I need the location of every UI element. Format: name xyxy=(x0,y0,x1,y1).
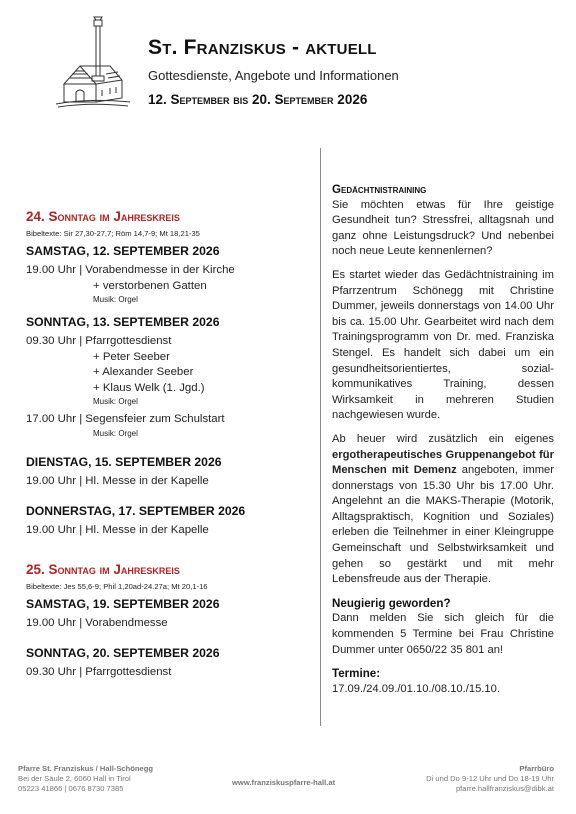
bible-texts: Bibeltexte: Sir 27,30-27,7; Röm 14,7-9; Mt 18,21-35 xyxy=(26,229,200,238)
registration-paragraph: Dann melden Sie sich gleich für die kommenden 5 Termine bei Frau Christine Dummer unter 0650/22 35 801 an! xyxy=(332,612,554,656)
day-heading: SONNTAG, 13. SEPTEMBER 2026 xyxy=(26,315,220,329)
page-subtitle: Gottesdienste, Angebote und Informationen xyxy=(148,68,399,83)
paragraph-text: angeboten, immer donnerstags von 15.30 Uhr bis 17.00 Uhr. Angelehnt an die MAKS-Therapie (Motorik, Alltagspraktisch, Kognition und Soziales) erleben die Teilnehmer in einer Kleingruppe Gemeinschaft und Selbstwirksamkeit und gehen so gestärkt und mit mehr Lebensfreude aus der Therapie. xyxy=(332,464,555,586)
music-note: Musik: Orgel xyxy=(93,428,138,438)
dates-list: 17.09./24.09./01.10./08.10./15.10. xyxy=(332,682,500,695)
intention-entry: + Klaus Welk (1. Jgd.) xyxy=(93,381,205,394)
service-entry: 19.00 Uhr | Vorabendmesse in der Kirche xyxy=(26,264,235,276)
website-link[interactable]: www.franziskuspfarre-hall.at xyxy=(232,778,336,787)
day-heading: DONNERSTAG, 17. SEPTEMBER 2026 xyxy=(26,504,246,518)
column-divider xyxy=(320,148,321,726)
dates-heading: Termine: xyxy=(332,667,381,681)
highlight-text: ergotherapeutisches Gruppenangebot für Menschen mit Demenz xyxy=(332,448,554,477)
dementia-paragraph xyxy=(332,432,554,588)
service-entry: 17.00 Uhr | Segensfeier zum Schulstart xyxy=(26,413,225,425)
paragraph-text: Ab heuer wird zusätzlich ein eigenes xyxy=(332,432,554,445)
intention-entry: + Peter Seeber xyxy=(93,350,170,363)
office-hours: Di und Do 9-12 Uhr und Do 18-19 Uhr xyxy=(426,774,554,783)
church-logo xyxy=(50,14,135,109)
day-heading: SAMSTAG, 12. SEPTEMBER 2026 xyxy=(26,244,220,258)
date-range: 12. September bis 20. September 2026 xyxy=(148,92,368,107)
day-heading: SONNTAG, 20. SEPTEMBER 2026 xyxy=(26,646,220,660)
parish-name: Pfarre St. Franziskus / Hall-Schönegg xyxy=(18,764,154,773)
day-heading: DIENSTAG, 15. SEPTEMBER 2026 xyxy=(26,454,222,469)
service-entry: 09.30 Uhr | Pfarrgottesdienst xyxy=(26,666,172,678)
section-heading: Gedächtnistraining xyxy=(332,183,427,196)
schedule-column xyxy=(26,208,310,681)
page-title: St. Franziskus - aktuell xyxy=(148,36,377,59)
office-email[interactable]: pfarre.hallfranziskus@dibk.at xyxy=(455,784,554,793)
parish-phone: 05223 41866 | 0676 8730 7385 xyxy=(18,784,124,793)
day-heading: SAMSTAG, 19. SEPTEMBER 2026 xyxy=(26,596,220,611)
info-column xyxy=(332,182,554,697)
curious-heading: Neugierig geworden? xyxy=(332,596,451,610)
service-entry: 19.00 Uhr | Vorabendmesse xyxy=(26,616,168,629)
parish-address: Bei der Säule 2, 6060 Hall in Tirol xyxy=(18,774,131,783)
sunday-title: 24. Sonntag im Jahreskreis xyxy=(26,209,180,224)
service-entry: 19.00 Uhr | Hl. Messe in der Kapelle xyxy=(26,474,209,487)
intention-entry: + Alexander Seeber xyxy=(93,366,194,378)
description-paragraph: Es startet wieder das Gedächtnistraining im Pfarrzentrum Schönegg mit Christine Dummer, jeweils donnerstags von 14.00 Uhr bis ca. 15.00 Uhr. Gearbeitet wird nach dem Trainingsprogramm von Dr. med. Franziska Stengel. Es handelt sich dabei um ein gesundheitsorientiertes, sozial-kommunikatives Training, dessen Wirksamkeit in mehreren Studien nachgewiesen wurde. xyxy=(332,268,554,422)
music-note: Musik: Orgel xyxy=(93,397,138,406)
music-note: Musik: Orgel xyxy=(93,295,138,304)
office-label: Pfarrbüro xyxy=(519,764,554,773)
sunday-title: 25. Sonntag im Jahreskreis xyxy=(26,561,180,577)
intro-paragraph: Sie möchten etwas für Ihre geistige Gesundheit tun? Stressfrei, alltagsnah und ganz ohne Leistungsdruck? Und nebenbei noch neue Leute kennenlernen? xyxy=(332,198,554,258)
bible-texts: Bibeltexte: Jes 55,6-9; Phil 1,20ad-24.27a; Mt 20,1-16 xyxy=(26,581,208,591)
service-entry: 09.30 Uhr | Pfarrgottesdienst xyxy=(26,335,172,347)
service-entry: 19.00 Uhr | Hl. Messe in der Kapelle xyxy=(26,524,209,536)
intention-entry: + verstorbenen Gatten xyxy=(93,279,207,292)
